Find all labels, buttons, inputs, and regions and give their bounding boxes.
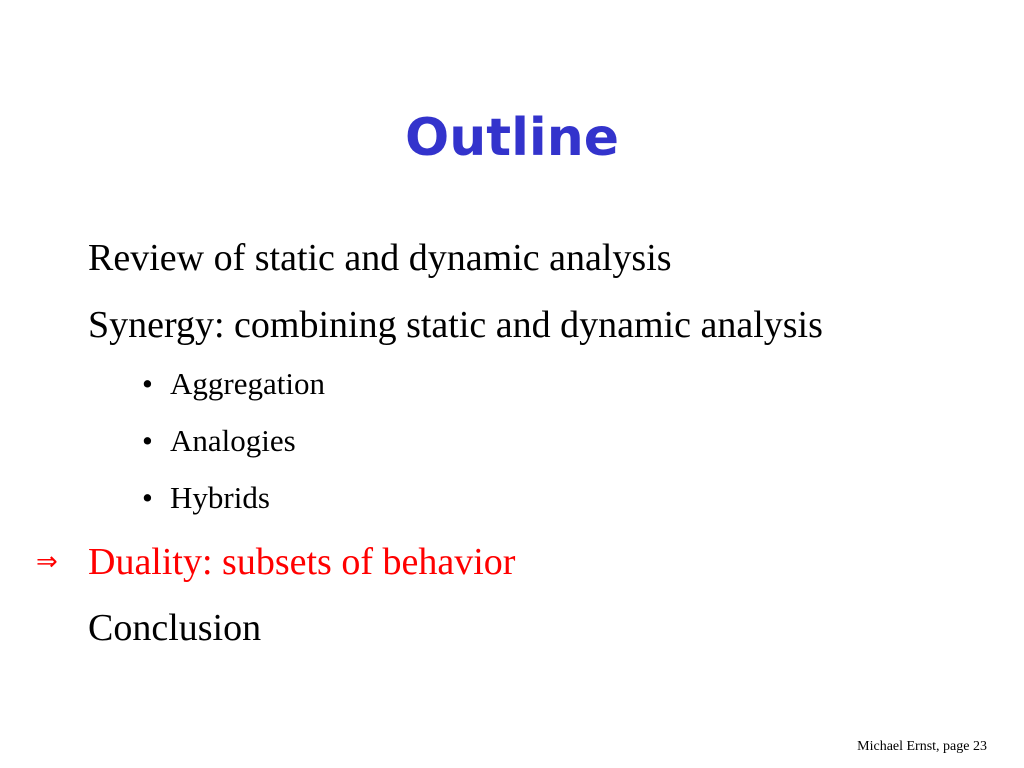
slide-title: Outline	[404, 108, 620, 168]
outline-item-synergy: Synergy: combining static and dynamic analysis	[88, 304, 823, 346]
outline-subitem-label: Hybrids	[170, 480, 270, 515]
bullet-icon: •	[142, 423, 153, 458]
outline-item-conclusion: Conclusion	[88, 607, 262, 649]
bullet-icon: •	[142, 480, 153, 515]
outline-subitem-label: Aggregation	[170, 366, 325, 401]
outline-subitem-hybrids	[142, 480, 270, 516]
outline-subitem-analogies	[142, 423, 296, 459]
outline-subitem-label: Analogies	[170, 423, 296, 458]
footer-page-number: Michael Ernst, page 23	[857, 739, 987, 754]
outline-item-duality: Duality: subsets of behavior	[88, 541, 516, 583]
current-section-arrow-icon: ⇒	[36, 547, 58, 577]
outline-subitem-aggregation	[142, 366, 325, 402]
outline-item-review: Review of static and dynamic analysis	[88, 237, 672, 279]
bullet-icon: •	[142, 366, 153, 401]
